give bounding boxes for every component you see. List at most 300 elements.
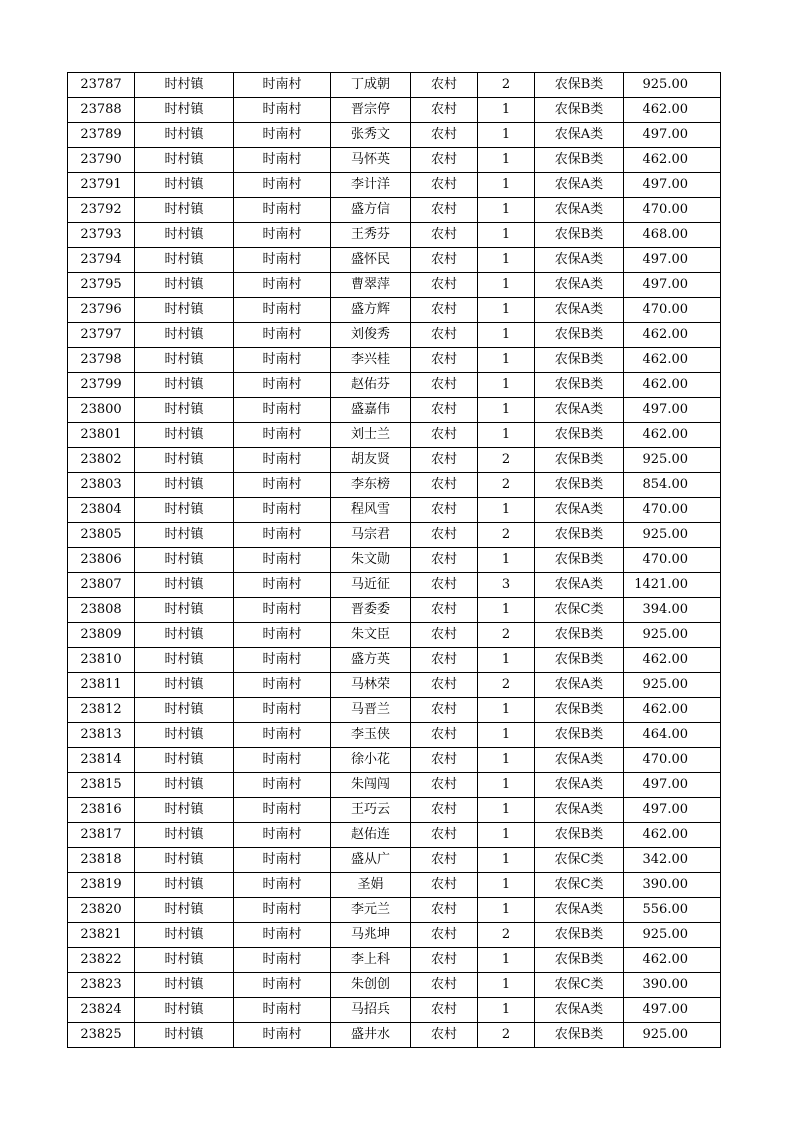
cell-record-id: 23795	[68, 273, 135, 298]
cell-town: 时村镇	[135, 498, 234, 523]
cell-name: 李兴桂	[331, 348, 411, 373]
cell-amount: 342.00	[624, 848, 721, 873]
cell-household-count: 2	[478, 1023, 535, 1048]
cell-town: 时村镇	[135, 648, 234, 673]
cell-village: 时南村	[234, 798, 331, 823]
cell-area-type: 农村	[411, 748, 478, 773]
cell-name: 圣娟	[331, 873, 411, 898]
cell-village: 时南村	[234, 998, 331, 1023]
cell-record-id: 23807	[68, 573, 135, 598]
table-row	[68, 798, 721, 823]
cell-village: 时南村	[234, 573, 331, 598]
cell-name: 王秀芬	[331, 223, 411, 248]
cell-village: 时南村	[234, 398, 331, 423]
cell-amount: 462.00	[624, 148, 721, 173]
table-row	[68, 523, 721, 548]
cell-household-count: 1	[478, 398, 535, 423]
cell-amount: 470.00	[624, 548, 721, 573]
cell-amount: 462.00	[624, 373, 721, 398]
cell-town: 时村镇	[135, 798, 234, 823]
cell-village: 时南村	[234, 98, 331, 123]
cell-household-count: 1	[478, 98, 535, 123]
cell-name: 盛嘉伟	[331, 398, 411, 423]
cell-amount: 497.00	[624, 773, 721, 798]
cell-name: 朱文臣	[331, 623, 411, 648]
cell-town: 时村镇	[135, 323, 234, 348]
cell-record-id: 23797	[68, 323, 135, 348]
cell-village: 时南村	[234, 473, 331, 498]
cell-insurance-category: 农保A类	[535, 123, 624, 148]
cell-record-id: 23794	[68, 248, 135, 273]
cell-insurance-category: 农保B类	[535, 948, 624, 973]
cell-household-count: 1	[478, 373, 535, 398]
cell-insurance-category: 农保B类	[535, 348, 624, 373]
table-row	[68, 323, 721, 348]
cell-area-type: 农村	[411, 648, 478, 673]
cell-amount: 925.00	[624, 1023, 721, 1048]
cell-area-type: 农村	[411, 673, 478, 698]
cell-village: 时南村	[234, 323, 331, 348]
cell-area-type: 农村	[411, 223, 478, 248]
cell-town: 时村镇	[135, 698, 234, 723]
cell-insurance-category: 农保A类	[535, 748, 624, 773]
cell-area-type: 农村	[411, 198, 478, 223]
cell-village: 时南村	[234, 673, 331, 698]
records-table	[67, 72, 721, 1048]
table-row	[68, 773, 721, 798]
cell-insurance-category: 农保B类	[535, 1023, 624, 1048]
cell-village: 时南村	[234, 873, 331, 898]
cell-name: 李玉侠	[331, 723, 411, 748]
cell-name: 王巧云	[331, 798, 411, 823]
cell-town: 时村镇	[135, 548, 234, 573]
cell-town: 时村镇	[135, 923, 234, 948]
cell-record-id: 23801	[68, 423, 135, 448]
cell-village: 时南村	[234, 923, 331, 948]
cell-village: 时南村	[234, 698, 331, 723]
cell-name: 赵佑芬	[331, 373, 411, 398]
table-row	[68, 473, 721, 498]
table-row	[68, 273, 721, 298]
cell-amount: 390.00	[624, 973, 721, 998]
cell-insurance-category: 农保A类	[535, 773, 624, 798]
cell-name: 徐小花	[331, 748, 411, 773]
cell-record-id: 23818	[68, 848, 135, 873]
cell-village: 时南村	[234, 1023, 331, 1048]
cell-name: 朱创创	[331, 973, 411, 998]
table-row	[68, 398, 721, 423]
cell-insurance-category: 农保A类	[535, 998, 624, 1023]
cell-town: 时村镇	[135, 623, 234, 648]
cell-amount: 470.00	[624, 198, 721, 223]
cell-insurance-category: 农保B类	[535, 923, 624, 948]
cell-village: 时南村	[234, 723, 331, 748]
cell-record-id: 23815	[68, 773, 135, 798]
cell-household-count: 1	[478, 698, 535, 723]
cell-amount: 556.00	[624, 898, 721, 923]
cell-village: 时南村	[234, 348, 331, 373]
table-row	[68, 498, 721, 523]
cell-insurance-category: 农保B类	[535, 373, 624, 398]
cell-record-id: 23821	[68, 923, 135, 948]
table-row	[68, 573, 721, 598]
cell-amount: 462.00	[624, 823, 721, 848]
table-row	[68, 448, 721, 473]
cell-household-count: 1	[478, 823, 535, 848]
cell-town: 时村镇	[135, 573, 234, 598]
cell-town: 时村镇	[135, 373, 234, 398]
cell-area-type: 农村	[411, 473, 478, 498]
table-row	[68, 423, 721, 448]
cell-town: 时村镇	[135, 448, 234, 473]
cell-household-count: 1	[478, 848, 535, 873]
cell-name: 马林荣	[331, 673, 411, 698]
cell-amount: 497.00	[624, 998, 721, 1023]
table-row	[68, 923, 721, 948]
cell-village: 时南村	[234, 248, 331, 273]
table-row	[68, 998, 721, 1023]
table-row	[68, 723, 721, 748]
cell-village: 时南村	[234, 898, 331, 923]
cell-area-type: 农村	[411, 823, 478, 848]
cell-town: 时村镇	[135, 298, 234, 323]
cell-insurance-category: 农保A类	[535, 273, 624, 298]
cell-town: 时村镇	[135, 423, 234, 448]
cell-name: 马宗君	[331, 523, 411, 548]
cell-insurance-category: 农保B类	[535, 323, 624, 348]
cell-area-type: 农村	[411, 1023, 478, 1048]
cell-record-id: 23788	[68, 98, 135, 123]
cell-household-count: 1	[478, 873, 535, 898]
cell-name: 刘俊秀	[331, 323, 411, 348]
cell-insurance-category: 农保A类	[535, 573, 624, 598]
cell-name: 马怀英	[331, 148, 411, 173]
cell-record-id: 23796	[68, 298, 135, 323]
cell-town: 时村镇	[135, 973, 234, 998]
cell-record-id: 23811	[68, 673, 135, 698]
cell-village: 时南村	[234, 948, 331, 973]
cell-household-count: 1	[478, 723, 535, 748]
cell-area-type: 农村	[411, 723, 478, 748]
cell-amount: 925.00	[624, 673, 721, 698]
cell-household-count: 1	[478, 973, 535, 998]
cell-insurance-category: 农保B类	[535, 223, 624, 248]
cell-insurance-category: 农保A类	[535, 198, 624, 223]
cell-amount: 497.00	[624, 173, 721, 198]
cell-amount: 462.00	[624, 98, 721, 123]
cell-household-count: 1	[478, 248, 535, 273]
table-row	[68, 698, 721, 723]
cell-household-count: 1	[478, 748, 535, 773]
table-row	[68, 898, 721, 923]
cell-record-id: 23814	[68, 748, 135, 773]
cell-name: 马兆坤	[331, 923, 411, 948]
cell-household-count: 1	[478, 548, 535, 573]
cell-area-type: 农村	[411, 998, 478, 1023]
cell-insurance-category: 农保B类	[535, 98, 624, 123]
cell-amount: 497.00	[624, 398, 721, 423]
cell-village: 时南村	[234, 973, 331, 998]
cell-record-id: 23824	[68, 998, 135, 1023]
table-row	[68, 748, 721, 773]
cell-area-type: 农村	[411, 573, 478, 598]
cell-amount: 925.00	[624, 523, 721, 548]
cell-name: 盛从广	[331, 848, 411, 873]
table-row	[68, 673, 721, 698]
cell-amount: 1421.00	[624, 573, 721, 598]
cell-household-count: 1	[478, 323, 535, 348]
cell-record-id: 23803	[68, 473, 135, 498]
cell-village: 时南村	[234, 373, 331, 398]
cell-village: 时南村	[234, 298, 331, 323]
cell-insurance-category: 农保B类	[535, 423, 624, 448]
cell-household-count: 1	[478, 273, 535, 298]
cell-town: 时村镇	[135, 773, 234, 798]
cell-area-type: 农村	[411, 848, 478, 873]
cell-area-type: 农村	[411, 898, 478, 923]
cell-insurance-category: 农保B类	[535, 698, 624, 723]
cell-area-type: 农村	[411, 523, 478, 548]
cell-insurance-category: 农保C类	[535, 848, 624, 873]
cell-insurance-category: 农保A类	[535, 173, 624, 198]
cell-name: 李上科	[331, 948, 411, 973]
cell-name: 程风雪	[331, 498, 411, 523]
table-row	[68, 648, 721, 673]
cell-amount: 390.00	[624, 873, 721, 898]
cell-insurance-category: 农保B类	[535, 723, 624, 748]
cell-town: 时村镇	[135, 148, 234, 173]
cell-record-id: 23792	[68, 198, 135, 223]
cell-town: 时村镇	[135, 173, 234, 198]
cell-town: 时村镇	[135, 848, 234, 873]
cell-area-type: 农村	[411, 373, 478, 398]
table-row	[68, 123, 721, 148]
cell-town: 时村镇	[135, 998, 234, 1023]
cell-insurance-category: 农保C类	[535, 873, 624, 898]
cell-area-type: 农村	[411, 798, 478, 823]
table-row	[68, 1023, 721, 1048]
cell-amount: 925.00	[624, 923, 721, 948]
cell-household-count: 1	[478, 173, 535, 198]
cell-town: 时村镇	[135, 723, 234, 748]
cell-town: 时村镇	[135, 73, 234, 98]
cell-amount: 497.00	[624, 248, 721, 273]
cell-name: 盛方英	[331, 648, 411, 673]
cell-insurance-category: 农保A类	[535, 498, 624, 523]
cell-record-id: 23810	[68, 648, 135, 673]
table-row	[68, 98, 721, 123]
cell-area-type: 农村	[411, 298, 478, 323]
cell-amount: 462.00	[624, 323, 721, 348]
cell-village: 时南村	[234, 198, 331, 223]
cell-area-type: 农村	[411, 873, 478, 898]
cell-amount: 925.00	[624, 73, 721, 98]
cell-record-id: 23808	[68, 598, 135, 623]
cell-village: 时南村	[234, 498, 331, 523]
cell-household-count: 1	[478, 298, 535, 323]
cell-insurance-category: 农保B类	[535, 648, 624, 673]
cell-record-id: 23791	[68, 173, 135, 198]
cell-name: 刘士兰	[331, 423, 411, 448]
cell-area-type: 农村	[411, 398, 478, 423]
cell-household-count: 1	[478, 223, 535, 248]
cell-household-count: 2	[478, 923, 535, 948]
table-row	[68, 348, 721, 373]
cell-household-count: 2	[478, 623, 535, 648]
cell-area-type: 农村	[411, 248, 478, 273]
cell-town: 时村镇	[135, 873, 234, 898]
cell-name: 盛方辉	[331, 298, 411, 323]
cell-household-count: 1	[478, 773, 535, 798]
cell-insurance-category: 农保B类	[535, 448, 624, 473]
table-row	[68, 873, 721, 898]
cell-amount: 394.00	[624, 598, 721, 623]
cell-insurance-category: 农保C类	[535, 973, 624, 998]
cell-record-id: 23825	[68, 1023, 135, 1048]
cell-household-count: 1	[478, 498, 535, 523]
table-row	[68, 623, 721, 648]
cell-name: 盛井水	[331, 1023, 411, 1048]
table-row	[68, 73, 721, 98]
cell-amount: 464.00	[624, 723, 721, 748]
cell-name: 马近征	[331, 573, 411, 598]
cell-village: 时南村	[234, 748, 331, 773]
cell-area-type: 农村	[411, 123, 478, 148]
cell-insurance-category: 农保A类	[535, 798, 624, 823]
cell-amount: 462.00	[624, 648, 721, 673]
cell-household-count: 1	[478, 598, 535, 623]
cell-town: 时村镇	[135, 823, 234, 848]
cell-amount: 497.00	[624, 123, 721, 148]
cell-village: 时南村	[234, 598, 331, 623]
table-row	[68, 373, 721, 398]
cell-town: 时村镇	[135, 1023, 234, 1048]
cell-area-type: 农村	[411, 348, 478, 373]
table-row	[68, 823, 721, 848]
cell-record-id: 23812	[68, 698, 135, 723]
cell-record-id: 23800	[68, 398, 135, 423]
cell-amount: 854.00	[624, 473, 721, 498]
cell-household-count: 2	[478, 448, 535, 473]
cell-record-id: 23813	[68, 723, 135, 748]
cell-insurance-category: 农保B类	[535, 73, 624, 98]
cell-record-id: 23787	[68, 73, 135, 98]
cell-household-count: 1	[478, 348, 535, 373]
cell-household-count: 1	[478, 123, 535, 148]
cell-record-id: 23804	[68, 498, 135, 523]
cell-amount: 470.00	[624, 748, 721, 773]
cell-name: 朱闯闯	[331, 773, 411, 798]
cell-insurance-category: 农保C类	[535, 598, 624, 623]
table-row	[68, 948, 721, 973]
cell-town: 时村镇	[135, 223, 234, 248]
cell-amount: 925.00	[624, 623, 721, 648]
cell-name: 李元兰	[331, 898, 411, 923]
cell-village: 时南村	[234, 448, 331, 473]
cell-area-type: 农村	[411, 448, 478, 473]
cell-area-type: 农村	[411, 623, 478, 648]
cell-name: 胡友贤	[331, 448, 411, 473]
cell-village: 时南村	[234, 623, 331, 648]
cell-household-count: 1	[478, 898, 535, 923]
cell-town: 时村镇	[135, 348, 234, 373]
cell-household-count: 1	[478, 948, 535, 973]
cell-village: 时南村	[234, 523, 331, 548]
cell-household-count: 3	[478, 573, 535, 598]
table-row	[68, 848, 721, 873]
cell-household-count: 2	[478, 523, 535, 548]
table-row	[68, 548, 721, 573]
cell-record-id: 23793	[68, 223, 135, 248]
cell-town: 时村镇	[135, 598, 234, 623]
cell-insurance-category: 农保A类	[535, 398, 624, 423]
cell-insurance-category: 农保A类	[535, 248, 624, 273]
cell-area-type: 农村	[411, 923, 478, 948]
cell-record-id: 23790	[68, 148, 135, 173]
cell-record-id: 23789	[68, 123, 135, 148]
cell-name: 张秀文	[331, 123, 411, 148]
cell-amount: 497.00	[624, 273, 721, 298]
cell-amount: 470.00	[624, 498, 721, 523]
cell-area-type: 农村	[411, 598, 478, 623]
cell-record-id: 23820	[68, 898, 135, 923]
cell-village: 时南村	[234, 73, 331, 98]
cell-area-type: 农村	[411, 498, 478, 523]
cell-household-count: 1	[478, 798, 535, 823]
cell-insurance-category: 农保A类	[535, 673, 624, 698]
cell-village: 时南村	[234, 123, 331, 148]
cell-town: 时村镇	[135, 273, 234, 298]
cell-household-count: 1	[478, 198, 535, 223]
table-row	[68, 248, 721, 273]
cell-amount: 462.00	[624, 423, 721, 448]
cell-name: 丁成朝	[331, 73, 411, 98]
cell-town: 时村镇	[135, 398, 234, 423]
cell-town: 时村镇	[135, 198, 234, 223]
cell-town: 时村镇	[135, 523, 234, 548]
cell-name: 晋委委	[331, 598, 411, 623]
cell-insurance-category: 农保B类	[535, 148, 624, 173]
cell-household-count: 1	[478, 148, 535, 173]
cell-amount: 462.00	[624, 698, 721, 723]
cell-insurance-category: 农保B类	[535, 823, 624, 848]
cell-insurance-category: 农保B类	[535, 473, 624, 498]
table-row	[68, 198, 721, 223]
cell-town: 时村镇	[135, 248, 234, 273]
cell-town: 时村镇	[135, 898, 234, 923]
cell-insurance-category: 农保A类	[535, 898, 624, 923]
cell-name: 赵佑连	[331, 823, 411, 848]
cell-insurance-category: 农保A类	[535, 298, 624, 323]
cell-household-count: 2	[478, 673, 535, 698]
cell-record-id: 23809	[68, 623, 135, 648]
cell-village: 时南村	[234, 173, 331, 198]
table-row	[68, 173, 721, 198]
table-row	[68, 598, 721, 623]
cell-amount: 468.00	[624, 223, 721, 248]
cell-area-type: 农村	[411, 173, 478, 198]
cell-name: 朱文勋	[331, 548, 411, 573]
cell-name: 李计洋	[331, 173, 411, 198]
cell-record-id: 23823	[68, 973, 135, 998]
cell-record-id: 23822	[68, 948, 135, 973]
cell-record-id: 23805	[68, 523, 135, 548]
cell-area-type: 农村	[411, 273, 478, 298]
table-row	[68, 148, 721, 173]
cell-record-id: 23799	[68, 373, 135, 398]
table-row	[68, 298, 721, 323]
cell-village: 时南村	[234, 773, 331, 798]
